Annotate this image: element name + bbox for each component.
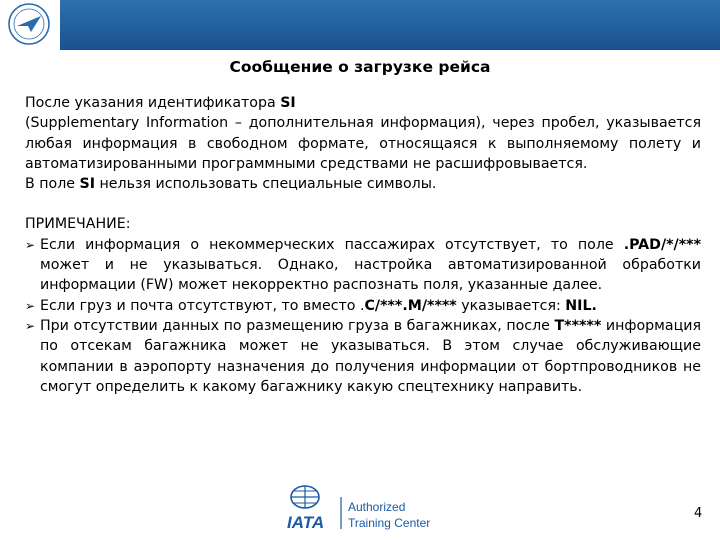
paragraph-si-description: (Supplementary Information – дополнительная информация), через пробел, указывается любая информация в свободном формате, относящаяся к выполняемому полету и автоматизированными программными средствами не расшифровывается. — [25, 115, 701, 172]
bullet-arrow-icon: ➢ — [25, 237, 36, 252]
iata-brand-text: IATA — [287, 513, 325, 532]
bullet3-text-a: При отсутствии данных по размещению груза в багажниках, после — [40, 317, 555, 334]
para2-prefix: В поле — [25, 176, 80, 193]
bullet2-text-a: Если груз и почта отсутствуют, то вместо . — [40, 297, 365, 314]
authorized-text: Authorized — [348, 500, 406, 514]
cargo-mail-code: C/***.M/**** — [364, 297, 457, 314]
training-center-text: Training Center — [348, 516, 431, 530]
note-bullet-hold — [25, 316, 701, 397]
iata-globe-icon — [291, 486, 319, 508]
si-code: SI — [280, 95, 296, 111]
iata-training-center-logo — [283, 483, 433, 533]
header-bar — [0, 0, 720, 50]
page-number: 4 — [694, 506, 703, 521]
si-code-2: SI — [79, 176, 96, 193]
note-label: ПРИМЕЧАНИЕ: — [25, 216, 131, 233]
bullet-arrow-icon: ➢ — [25, 298, 36, 313]
logo-area — [0, 0, 58, 50]
bullet2-text-b: указывается: — [456, 297, 566, 314]
slide-body — [25, 93, 701, 397]
spacer — [25, 194, 701, 214]
para1-prefix: После указания идентификатора — [25, 95, 281, 111]
para2-suffix: нельзя использовать специальные символы. — [95, 176, 437, 193]
header-band — [60, 0, 720, 50]
pad-code: .PAD/*/*** — [623, 236, 701, 253]
hold-code: T***** — [554, 317, 602, 334]
note-bullet-cargo — [25, 296, 701, 316]
bullet-arrow-icon: ➢ — [25, 318, 36, 333]
bullet3-text-b: информация по отсекам багажника может не указываться. В этом случае обслуживающие компании в аэропорту назначения до получения информации от бортпроводников не смогут определить к какому багажнику какую спецтехнику направить. — [40, 317, 701, 395]
nil-code: NIL. — [565, 297, 597, 314]
bullet1-text-b: может и не указываться. Однако, настройка автоматизированной обработки информации (FW) может некорректно распознать поля, указанные далее. — [40, 257, 701, 294]
note-bullet-pad — [25, 235, 701, 296]
airline-emblem-icon — [5, 2, 53, 46]
bullet1-text-a: Если информация о некоммерческих пассажирах отсутствует, то поле — [40, 236, 624, 253]
paragraph-si-intro — [25, 93, 701, 113]
slide-title: Сообщение о загрузке рейса — [229, 58, 491, 76]
paragraph-si-restriction — [25, 174, 701, 194]
